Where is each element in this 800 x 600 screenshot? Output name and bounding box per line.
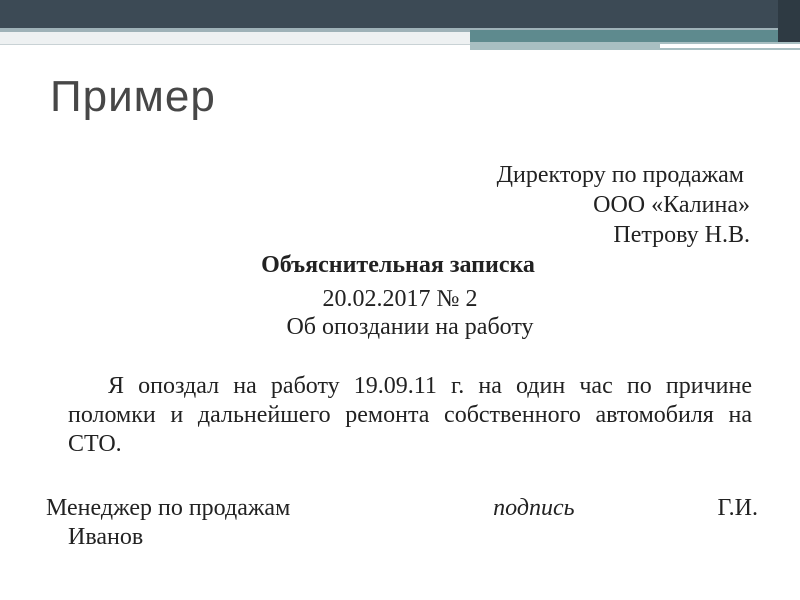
signature-row — [46, 494, 758, 523]
document-subject-text: Об опоздании на работу — [286, 314, 534, 340]
addressee-name: Петрову Н.В. — [613, 222, 750, 248]
addressee-position: Директору по продажам — [496, 162, 744, 188]
signature-surname: Иванов — [68, 524, 144, 550]
document-heading — [0, 252, 800, 279]
header-bar-light — [0, 32, 470, 45]
header-bar-slit — [660, 44, 800, 48]
header-bar-dark — [0, 0, 800, 28]
document-date-number — [0, 286, 800, 313]
header-corner-block — [778, 0, 800, 42]
slide-title: Пример — [50, 72, 216, 121]
addressee-company: ООО «Калина» — [593, 192, 750, 218]
document-heading-text: Объяснительная записка — [261, 252, 535, 278]
signature-sign-label: подпись — [493, 495, 575, 521]
document-date-number-text: 20.02.2017 № 2 — [322, 286, 478, 312]
signature-initials: Г.И. — [717, 495, 758, 521]
document-body: Я опоздал на работу 19.09.11 г. на один час по причине поломки и дальнейшего ремонта собственного автомобиля на СТО. — [68, 373, 752, 457]
addressee-block — [330, 160, 750, 250]
signature-block — [46, 494, 758, 552]
document-subject — [0, 314, 800, 341]
signature-position: Менеджер по продажам — [46, 495, 291, 521]
header-bar-teal — [470, 30, 800, 42]
